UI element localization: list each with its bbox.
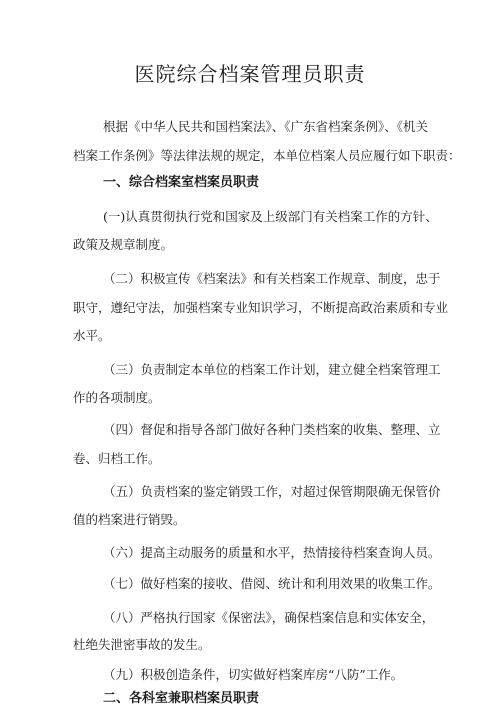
item-4-line-1: （四）督促和指导各部门做好各种门类档案的收集、整理、立 xyxy=(103,422,441,437)
item-6-line-1: （六）提高主动服务的质量和水平，热情接待档案查询人员。 xyxy=(103,545,441,560)
item-5-line-2: 值的档案进行销毁。 xyxy=(73,512,186,527)
item-8-line-2: 杜绝失泄密事故的发生。 xyxy=(73,637,211,652)
section-1-heading: 一、综合档案室档案员职责 xyxy=(103,175,260,190)
item-2-line-2: 职守，遵纪守法，加强档案专业知识学习，不断提高政治素质和专业 xyxy=(73,300,449,315)
item-9-line-1: （九）积极创造条件，切实做好档案库房“八防”工作。 xyxy=(103,667,404,682)
item-7-line-1: （七）做好档案的接收、借阅、统计和利用效果的收集工作。 xyxy=(103,576,441,591)
section-2-heading: 二、各科室兼职档案员职责 xyxy=(103,691,260,706)
item-4-line-2: 卷、归档工作。 xyxy=(73,451,161,466)
item-2-line-1: （二）积极宣传《档案法》和有关档案工作规章、制度，忠于 xyxy=(103,271,441,286)
intro-line-2: 档案工作条例》等法律法规的规定，本单位档案人员应履行如下职责： xyxy=(73,148,461,163)
item-5-line-1: （五）负责档案的鉴定销毁工作，对超过保管期限确无保管价 xyxy=(103,484,441,499)
item-8-line-1: （八）严格执行国家《保密法》，确保档案信息和实体安全， xyxy=(103,610,435,625)
item-2-line-3: 水平。 xyxy=(73,328,111,343)
item-3-line-1: （三）负责制定本单位的档案工作计划，建立健全档案管理工 xyxy=(103,362,441,377)
page-title: 医院综合档案管理员职责 xyxy=(134,62,366,86)
item-3-line-2: 作的各项制度。 xyxy=(73,390,161,405)
item-1-line-2: 政策及规章制度。 xyxy=(73,237,174,252)
intro-line-1: 根据《中华人民共和国档案法》、《广东省档案条例》、《机关 xyxy=(103,119,429,134)
item-1-line-1: (一)认真贯彻执行党和国家及上级部门有关档案工作的方针、 xyxy=(103,209,438,224)
